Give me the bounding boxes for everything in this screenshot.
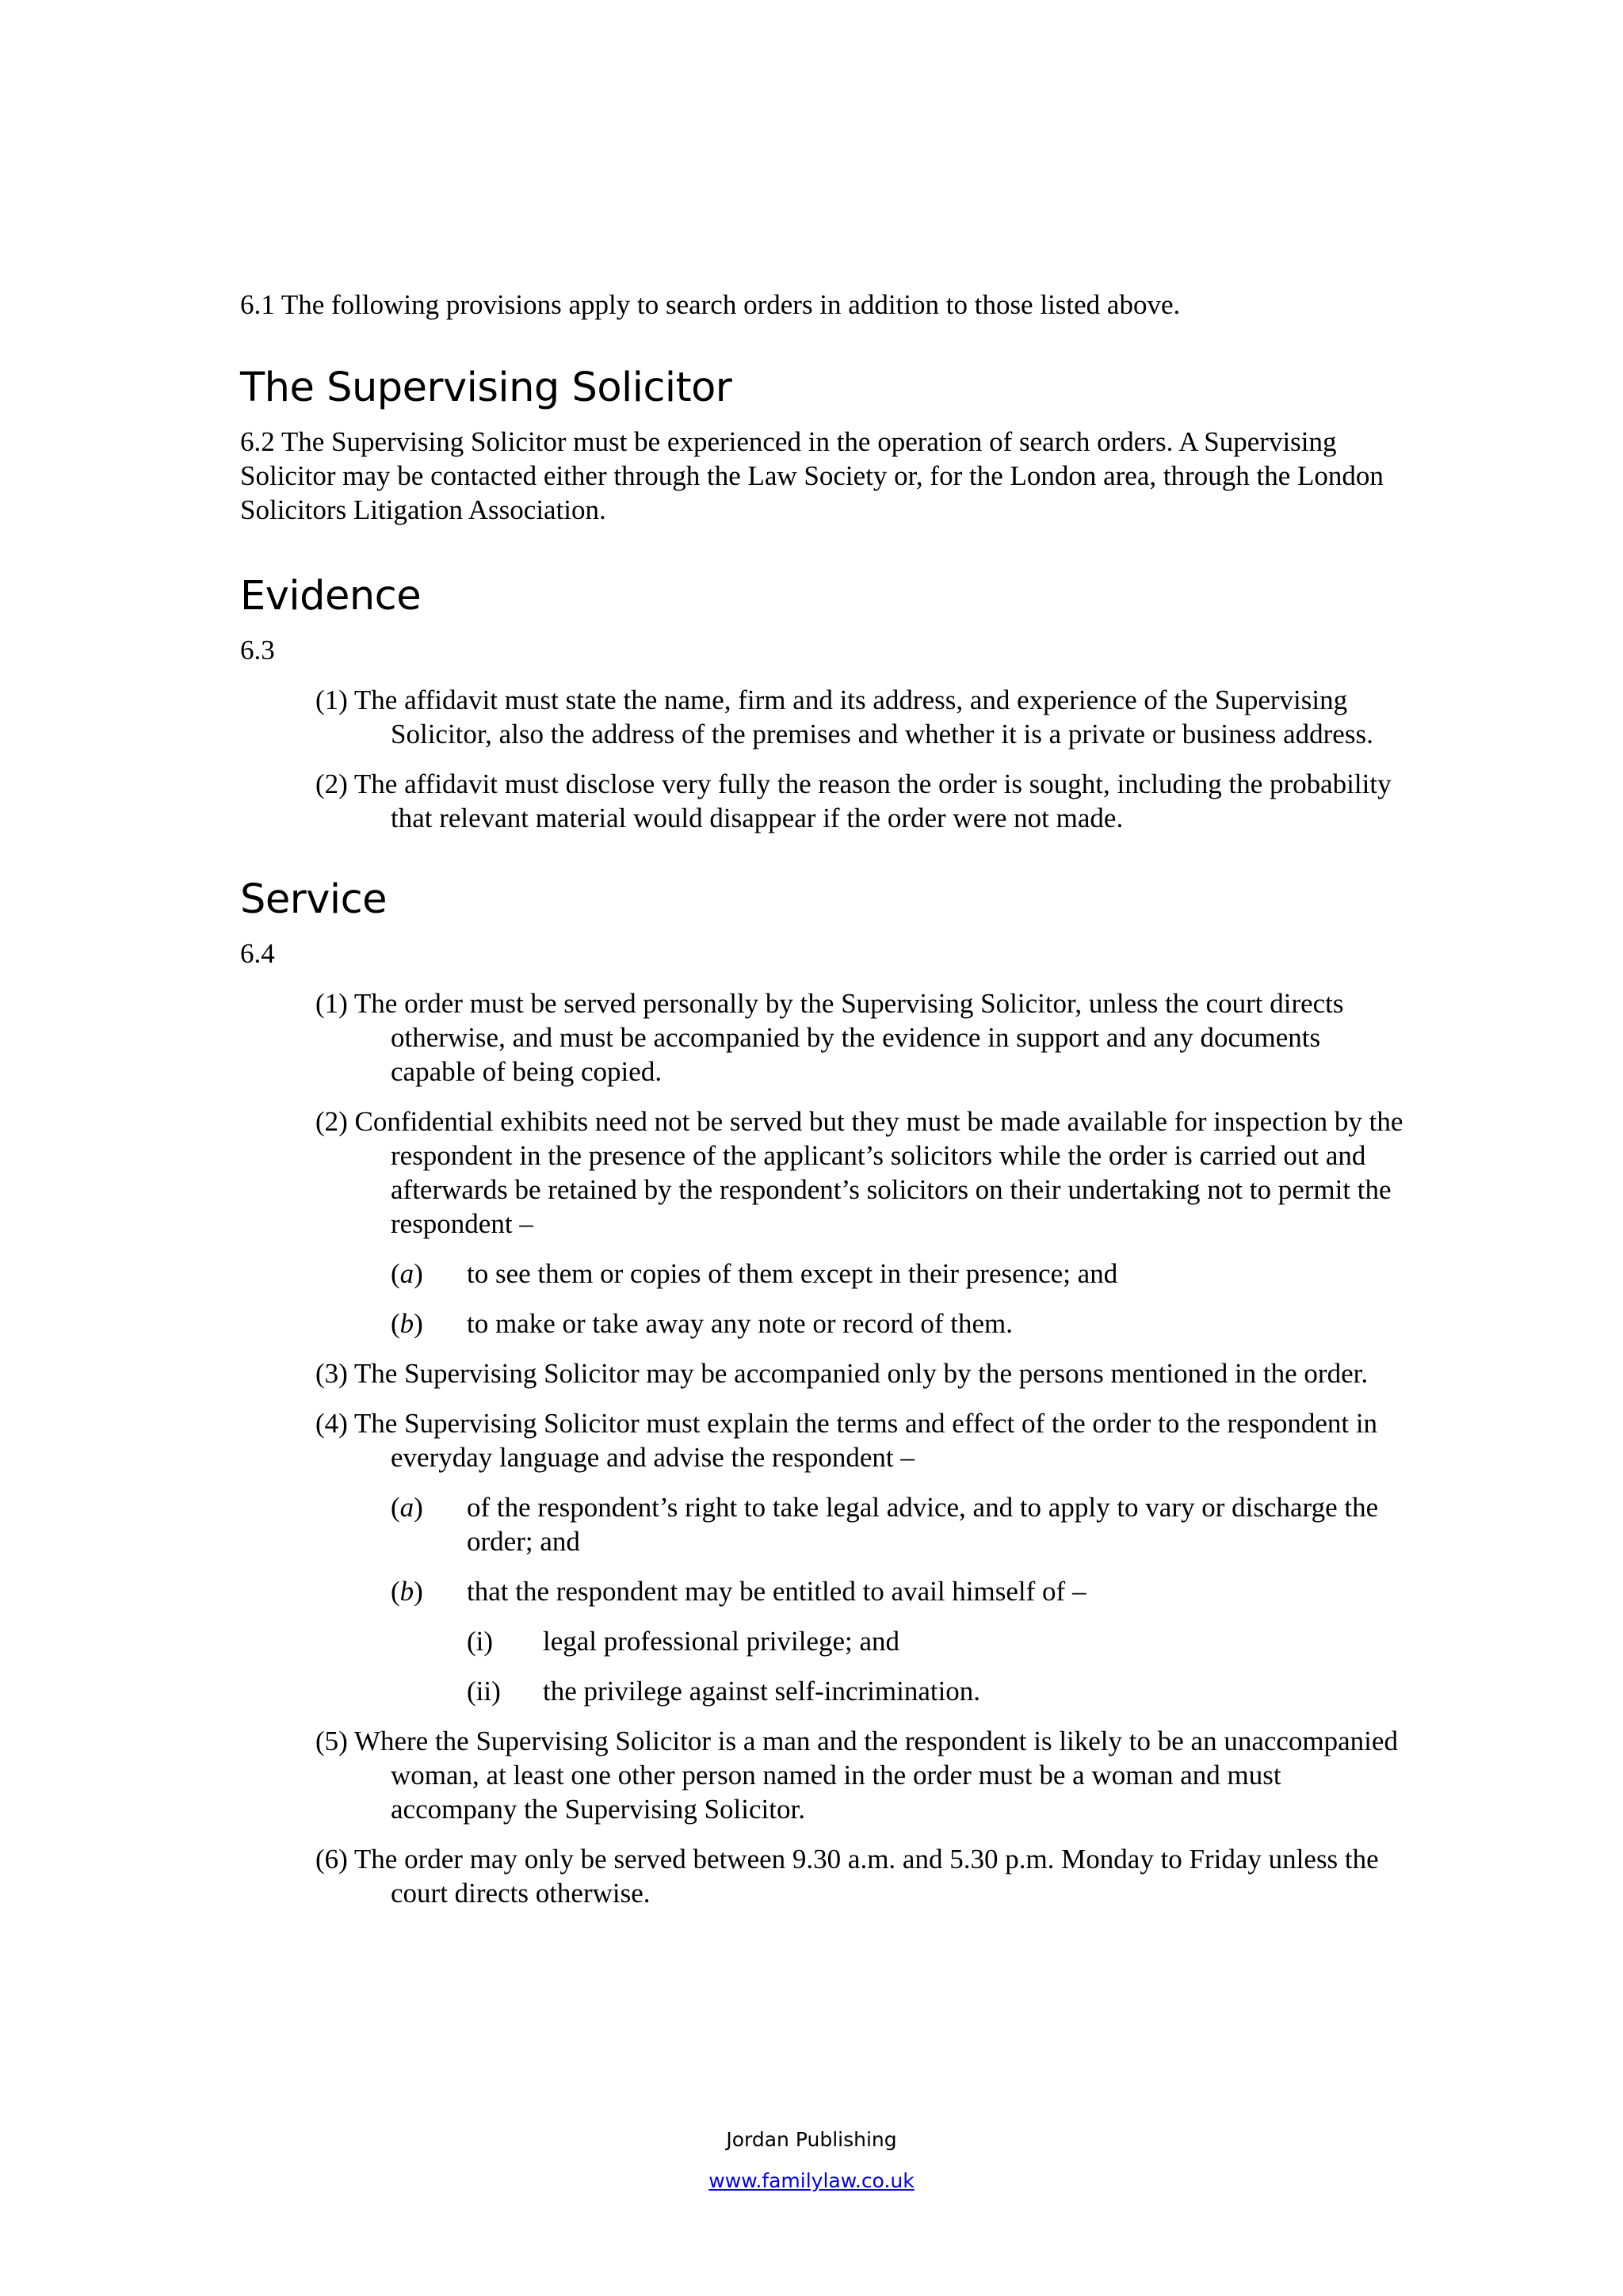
service-item-4-sub-b — [391, 1574, 1405, 1608]
paragraph-6-1: 6.1 The following provisions apply to search orders in addition to those listed above. — [240, 289, 1181, 320]
paragraph-number-6-4: 6.4 — [240, 938, 275, 969]
service-item-1: (1) The order must be served personally by the Supervising Solicitor, unless the court directs otherwise, and must be accompanied by the evidence in support and any documents capable of being copied. — [315, 988, 1344, 1087]
service-item-3: (3) The Supervising Solicitor may be accompanied only by the persons mentioned in the order. — [315, 1358, 1369, 1389]
sub-label: (a) — [391, 1492, 423, 1523]
footer-publisher: Jordan Publishing — [726, 2128, 897, 2151]
sub-label: (b) — [391, 1308, 423, 1339]
paragraph-number-6-3: 6.3 — [240, 635, 275, 666]
service-item-4-sub-b-i — [467, 1624, 1405, 1658]
sub-text: to make or take away any note or record of them. — [467, 1308, 1014, 1339]
footer-website-link[interactable]: www.familylaw.co.uk — [708, 2169, 915, 2192]
service-item-4: (4) The Supervising Solicitor must explain the terms and effect of the order to the respondent in everyday language and advise the respondent – — [315, 1408, 1378, 1473]
service-item-2-sub-b — [391, 1306, 1405, 1341]
service-item-4-sub-b-ii — [467, 1674, 1405, 1708]
evidence-item-1: (1) The affidavit must state the name, firm and its address, and experience of the Supervising Solicitor, also the address of the premises and whether it is a private or business address. — [315, 685, 1373, 749]
subsub-text: the privilege against self-incrimination. — [543, 1676, 981, 1707]
heading-evidence: Evidence — [240, 573, 422, 620]
sub-text: that the respondent may be entitled to avail himself of – — [467, 1576, 1086, 1607]
sub-label: (a) — [391, 1258, 423, 1289]
heading-service: Service — [240, 876, 387, 923]
heading-supervising-solicitor: The Supervising Solicitor — [240, 364, 732, 411]
service-item-6: (6) The order may only be served between 9.30 a.m. and 5.30 p.m. Monday to Friday unless the court directs otherwise. — [315, 1844, 1379, 1909]
sub-label: (b) — [391, 1576, 423, 1607]
section-spacer — [240, 851, 1405, 875]
subsub-label: (i) — [467, 1626, 494, 1657]
service-item-4-sub-a — [391, 1490, 1405, 1558]
sub-text: to see them or copies of them except in their presence; and — [467, 1258, 1118, 1289]
service-item-2-sub-a — [391, 1257, 1405, 1291]
subsub-text: legal professional privilege; and — [543, 1626, 899, 1657]
sub-text: of the respondent’s right to take legal advice, and to apply to vary or discharge the order; and — [467, 1492, 1379, 1557]
footer-link-container — [0, 2169, 1623, 2192]
service-item-5: (5) Where the Supervising Solicitor is a man and the respondent is likely to be an unaccompanied woman, at least one other person named in the order must be a woman and must accompany the Supervising Solicitor. — [315, 1726, 1398, 1825]
evidence-item-2: (2) The affidavit must disclose very fully the reason the order is sought, including the probability that relevant material would disappear if the order were not made. — [315, 769, 1392, 833]
paragraph-6-2: 6.2 The Supervising Solicitor must be experienced in the operation of search orders. A Supervising Solicitor may be contacted either through the Law Society or, for the London area, through the London Solicitors Litigation Association. — [240, 426, 1384, 525]
document-body — [240, 288, 1405, 1926]
service-item-2: (2) Confidential exhibits need not be served but they must be made available for inspection by the respondent in the presence of the applicant’s solicitors while the order is carried out and afterwards be retained by the respondent’s solicitors on their undertaking not to permit the respondent – — [315, 1106, 1403, 1239]
subsub-label: (ii) — [467, 1676, 501, 1707]
